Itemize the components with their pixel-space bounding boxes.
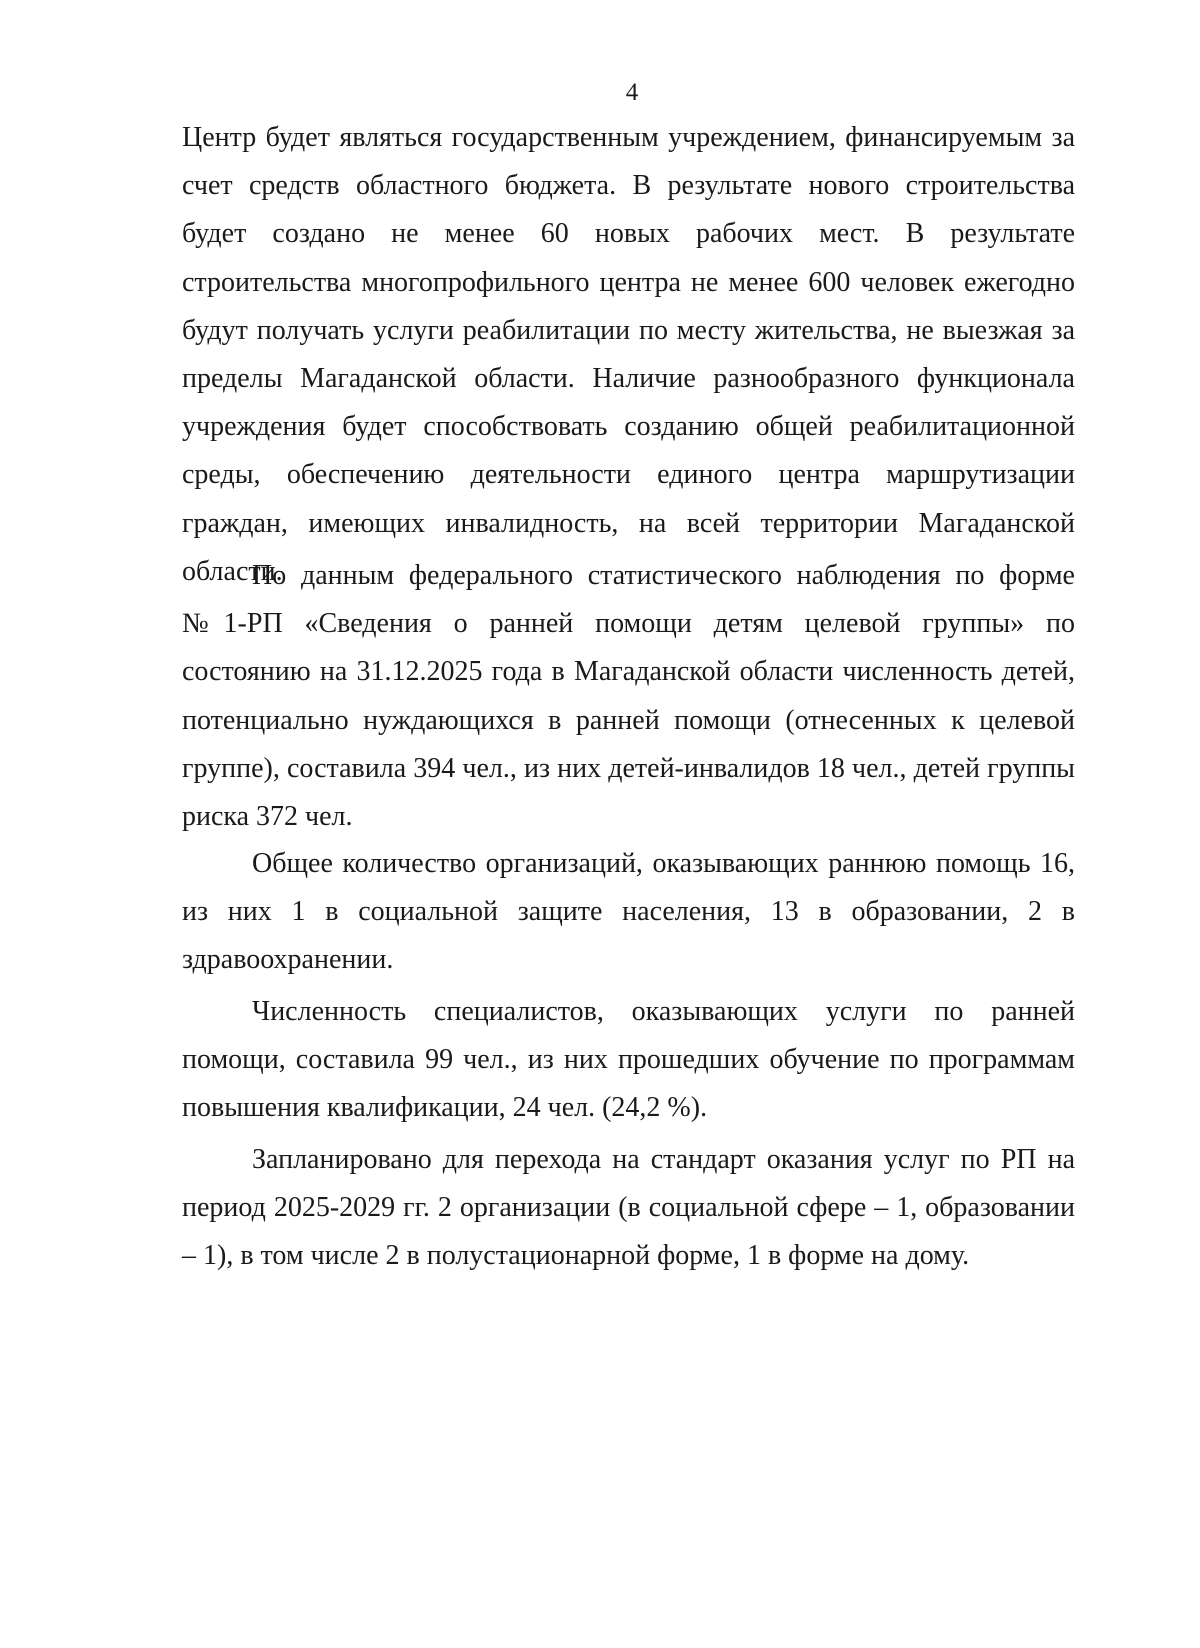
paragraph-text: Центр будет являться государственным учреждением, финансируемым за счет средств областного бюджета. В результате нового строительства будет создано не менее 60 новых рабочих мест. В результате строительства многопрофильного центра не менее 600 человек ежегодно будут получать услуги реабилитации по месту жительства, не выезжая за пределы Магаданской области. Наличие разнообразного функционала учреждения будет способствовать созданию общей реабилитационной среды, обеспечению деятельности единого центра маршрутизации граждан, имеющих инвалидность, на всей территории Магаданской области. xyxy=(182,122,1075,587)
paragraph-text: По данным федерального статистического наблюдения по форме №1-РП «Сведения о ранней помощи детям целевой группы» по состоянию на 31.12.2025 года в Магаданской области численность детей, потенциально нуждающихся в ранней помощи (отнесенных к целевой группе), составила 394 чел., из них детей-инвалидов 18 чел., детей группы риска 372 чел. xyxy=(182,560,1075,833)
paragraph-text: Запланировано для перехода на стандарт оказания услуг по РП на период 2025-2029 гг. 2 организации (в социальной сфере – 1, образовании – 1), в том числе 2 в полустационарной форме, 1 в форме на дому. xyxy=(182,1144,1075,1272)
paragraph-planned-transition xyxy=(182,1136,1075,1281)
paragraph-text: Общее количество организаций, оказывающих раннюю помощь 16, из них 1 в социальной защите населения, 13 в образовании, 2 в здравоохранении. xyxy=(182,848,1075,976)
paragraph-statistics xyxy=(182,552,1075,841)
page-number: 4 xyxy=(625,79,639,106)
paragraph-specialists xyxy=(182,988,1075,1133)
paragraph-organizations xyxy=(182,840,1075,985)
paragraph-text: Численность специалистов, оказывающих услуги по ранней помощи, составила 99 чел., из них прошедших обучение по программам повышения квалификации, 24 чел. (24,2 %). xyxy=(182,996,1075,1124)
paragraph-rehabilitation-center xyxy=(182,114,1075,596)
